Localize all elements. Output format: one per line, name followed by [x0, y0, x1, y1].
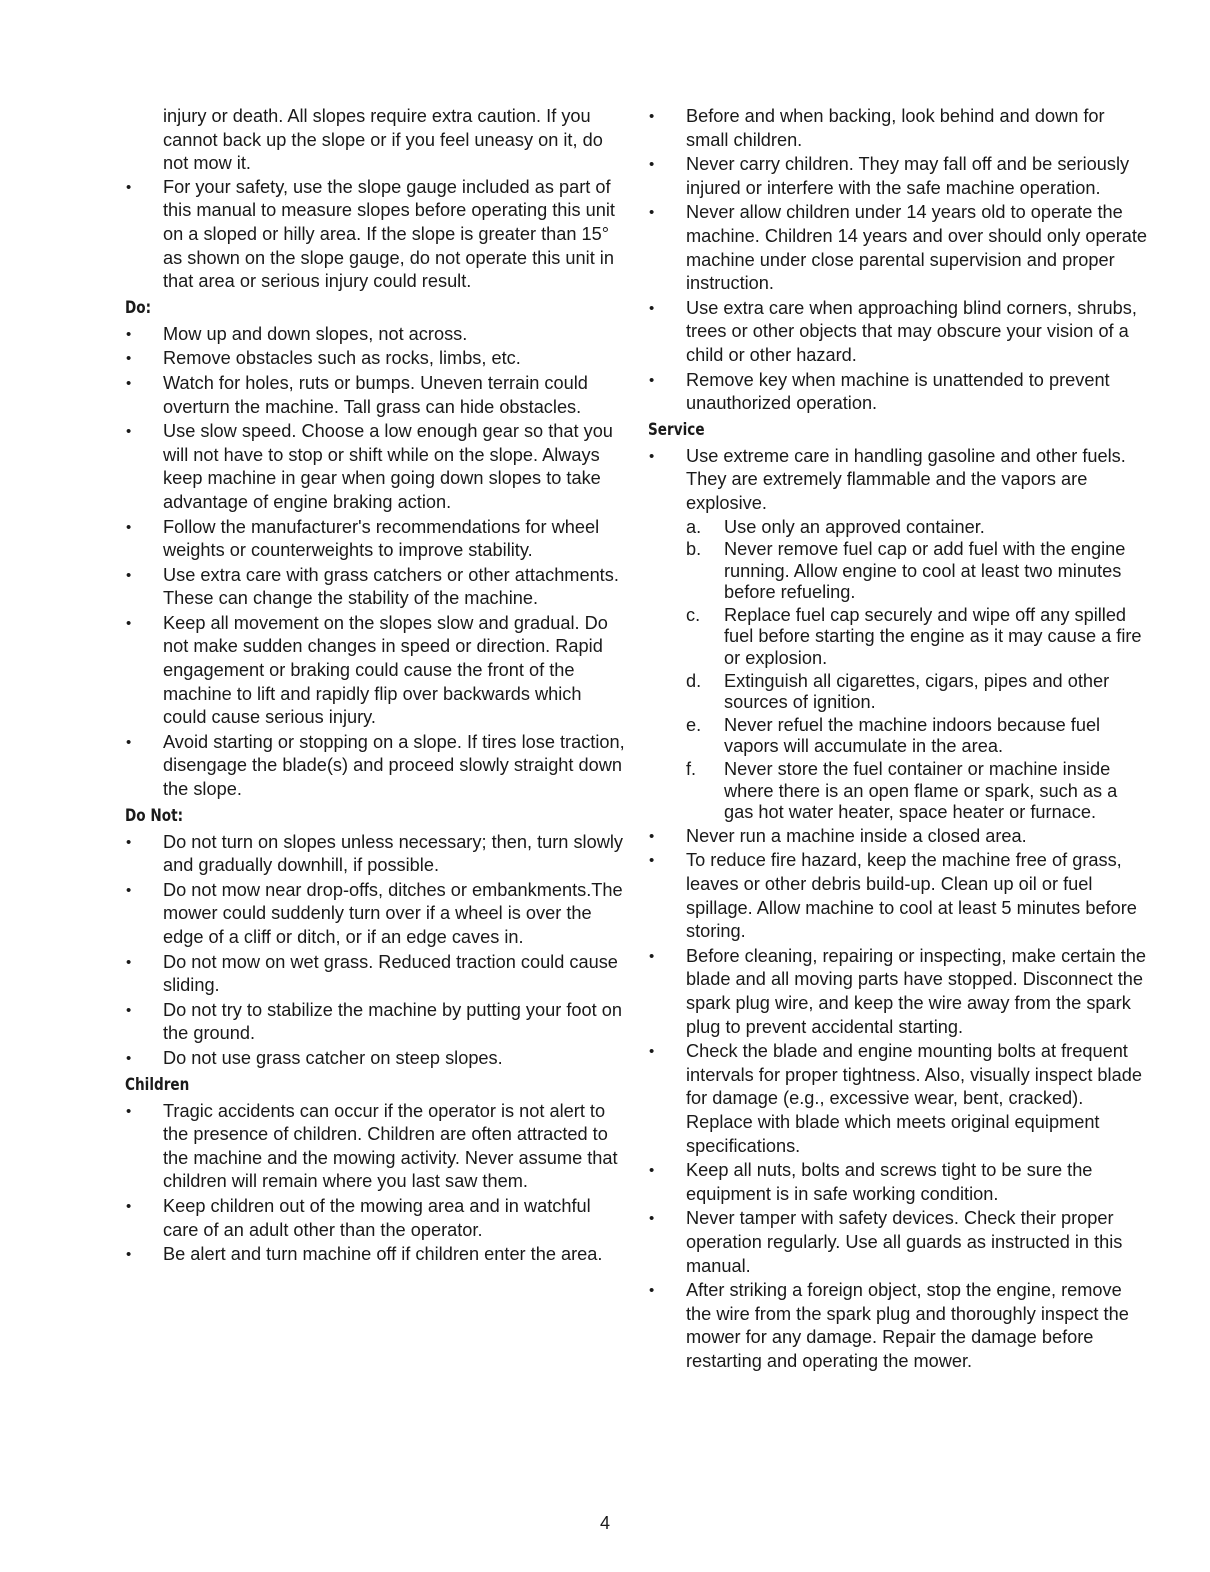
bullet-icon: • — [126, 423, 132, 441]
list-item — [648, 445, 1148, 824]
bullet-icon: • — [126, 881, 132, 899]
list-item — [648, 1159, 1148, 1206]
bullet-icon: • — [649, 156, 655, 174]
bullet-icon: • — [649, 827, 655, 845]
bullet-icon: • — [126, 733, 132, 751]
sub-list-item — [686, 715, 1148, 758]
intro-bullet-list — [125, 176, 625, 294]
bullet-icon: • — [649, 108, 655, 125]
bullet-icon: • — [649, 299, 655, 317]
list-item — [648, 945, 1148, 1039]
children-list — [125, 1100, 625, 1267]
intro-text: injury or death. All slopes require extra caution. If you cannot back up the slope or if you feel uneasy on it, do not mow it. — [163, 106, 603, 174]
list-item-text: Check the blade and engine mounting bolts at frequent intervals for proper tightness. Also, visually inspect blade for damage (e.g., excessive wear, bent, cracked). Replace with blade which meets original equipment specifications. — [686, 1041, 1142, 1156]
sub-list-item — [686, 517, 1148, 539]
list-item-text: After striking a foreign object, stop the engine, remove the wire from the spark plug and thoroughly inspect the mower for any damage. Repair the damage before restarting and operating the mower. — [686, 1280, 1129, 1371]
bullet-icon: • — [649, 852, 655, 870]
list-item — [125, 999, 625, 1046]
list-item — [648, 1040, 1148, 1158]
list-item-text: Be alert and turn machine off if children enter the area. — [163, 1244, 603, 1265]
do-not-list — [125, 831, 625, 1071]
fuel-sub-list — [686, 517, 1148, 824]
sub-item-text: Never store the fuel container or machine inside where there is an open flame or spark, such as a gas hot water heater, space heater or furnace. — [724, 759, 1118, 823]
service-list — [648, 445, 1148, 1374]
right-column — [648, 105, 1148, 1374]
bullet-icon: • — [649, 1282, 655, 1300]
list-item — [648, 1279, 1148, 1373]
list-item — [648, 297, 1148, 368]
list-item-text: Tragic accidents can occur if the operator is not alert to the presence of children. Children are often attracted to the machine and the mowing activity. Never assume that children will remain where you last saw them. — [163, 1100, 618, 1192]
list-item-text: Use extra care when approaching blind corners, shrubs, trees or other objects that may obscure your vision of a child or other hazard. — [686, 297, 1137, 365]
service-heading: Service — [648, 419, 705, 440]
list-item-text: Watch for holes, ruts or bumps. Uneven terrain could overturn the machine. Tall grass can hide obstacles. — [163, 372, 588, 417]
sub-list-item — [686, 605, 1148, 670]
list-item-text: Use extra care with grass catchers or other attachments. These can change the stability of the machine. — [163, 564, 619, 609]
list-item-text: Keep children out of the mowing area and in watchful care of an adult other than the operator. — [163, 1195, 591, 1240]
sub-item-letter: c. — [686, 604, 701, 625]
list-item-text: Do not mow near drop-offs, ditches or embankments.The mower could suddenly turn over if a wheel is over the edge of a cliff or ditch, or if an edge caves in. — [163, 879, 623, 947]
bullet-icon: • — [649, 1043, 655, 1061]
list-item — [125, 1047, 625, 1071]
list-item — [648, 369, 1148, 416]
list-item — [648, 153, 1148, 200]
list-item-text: Never carry children. They may fall off and be seriously injured or interfere with the safe machine operation. — [686, 154, 1130, 198]
sub-item-letter: f. — [686, 759, 697, 780]
sub-item-letter: e. — [686, 714, 702, 735]
do-heading: Do: — [125, 297, 152, 318]
bullet-icon: • — [649, 1162, 655, 1180]
do-list — [125, 323, 625, 802]
list-item — [125, 1243, 625, 1267]
sub-list-item — [686, 539, 1148, 604]
sub-item-text: Replace fuel cap securely and wipe off any spilled fuel before starting the engine as it may cause a fire or explosion. — [724, 604, 1142, 669]
list-item — [125, 731, 625, 802]
list-item — [648, 825, 1148, 849]
left-column — [125, 105, 625, 1268]
sub-item-text: Never remove fuel cap or add fuel with the engine running. Allow engine to cool at least two minutes before refueling. — [724, 539, 1126, 603]
list-item-text: Follow the manufacturer's recommendations for wheel weights or counterweights to improve stability. — [163, 516, 600, 561]
list-item — [125, 176, 625, 294]
sub-item-text: Never refuel the machine indoors because fuel vapors will accumulate in the area. — [724, 714, 1101, 757]
list-item — [125, 420, 625, 514]
list-item-text: Keep all nuts, bolts and screws tight to be sure the equipment is in safe working condition. — [686, 1160, 1093, 1204]
list-item-text: To reduce fire hazard, keep the machine free of grass, leaves or other debris build-up. Clean up oil or fuel spillage. Allow machine to cool at least 5 minutes before storing. — [686, 850, 1137, 942]
list-item — [125, 372, 625, 419]
bullet-icon: • — [649, 447, 655, 465]
children-continued-list — [648, 105, 1148, 416]
list-item-text: Do not try to stabilize the machine by putting your foot on the ground. — [163, 999, 622, 1044]
bullet-icon: • — [126, 350, 132, 368]
bullet-icon: • — [649, 371, 655, 389]
list-item-text: Never tamper with safety devices. Check their proper operation regularly. Use all guards as instructed in this manual. — [686, 1208, 1123, 1276]
do-not-heading: Do Not: — [125, 805, 184, 826]
page-number: 4 — [599, 1513, 610, 1533]
list-item-text: Keep all movement on the slopes slow and gradual. Do not make sudden changes in speed or direction. Rapid engagement or braking could cause the front of the machine to lift and rapidly flip over backwards which could cause serious injury. — [163, 612, 608, 728]
list-item — [125, 831, 625, 878]
bullet-icon: • — [126, 518, 132, 536]
list-item-text: Before and when backing, look behind and down for small children. — [686, 106, 1105, 150]
bullet-icon: • — [126, 566, 132, 584]
bullet-icon: • — [126, 614, 132, 632]
list-item — [125, 612, 625, 730]
list-item-text: Use extreme care in handling gasoline and other fuels. They are extremely flammable and the vapors are explosive. — [686, 445, 1126, 513]
sub-list-item — [686, 759, 1148, 824]
list-item-text: Use slow speed. Choose a low enough gear so that you will not have to stop or shift while on the slope. Always keep machine in gear when going down slopes to take advantage of engine braking action. — [163, 421, 613, 512]
sub-item-letter: a. — [686, 516, 702, 537]
bullet-icon: • — [126, 325, 132, 343]
list-item — [648, 1207, 1148, 1278]
list-item — [125, 879, 625, 950]
sub-item-letter: b. — [686, 539, 702, 560]
bullet-icon: • — [126, 178, 132, 196]
bullet-icon: • — [126, 1102, 132, 1120]
bullet-icon: • — [649, 947, 655, 965]
sub-list-item — [686, 671, 1148, 714]
list-item-text: Remove obstacles such as rocks, limbs, etc. — [163, 348, 521, 369]
children-heading: Children — [125, 1074, 190, 1095]
list-item — [125, 347, 625, 371]
bullet-icon: • — [126, 1049, 132, 1067]
list-item — [125, 564, 625, 611]
bullet-icon: • — [126, 953, 132, 971]
list-item — [125, 1195, 625, 1242]
sub-item-text: Extinguish all cigarettes, cigars, pipes and other sources of ignition. — [724, 670, 1110, 713]
list-item-text: Never allow children under 14 years old to operate the machine. Children 14 years and over should only operate machine under close parental supervision and proper instruction. — [686, 202, 1148, 294]
list-item — [648, 201, 1148, 295]
list-item-text: Do not turn on slopes unless necessary; then, turn slowly and gradually downhill, if possible. — [163, 831, 623, 876]
list-item-text: Avoid starting or stopping on a slope. If tires lose traction, disengage the blade(s) and proceed slowly straight down the slope. — [163, 731, 625, 800]
list-item-text: Remove key when machine is unattended to prevent unauthorized operation. — [686, 369, 1110, 414]
sub-item-letter: d. — [686, 670, 702, 691]
list-item-text: Never run a machine inside a closed area. — [686, 825, 1027, 846]
list-item — [648, 105, 1148, 152]
list-item — [125, 1100, 625, 1194]
bullet-icon: • — [126, 1197, 132, 1215]
sub-item-text: Use only an approved container. — [724, 516, 985, 537]
bullet-icon: • — [126, 1246, 132, 1264]
list-item — [125, 516, 625, 563]
list-item-text: For your safety, use the slope gauge included as part of this manual to measure slopes before operating this unit on a sloped or hilly area. If the slope is greater than 15° as shown on the slope gauge, do not operate this unit in that area or serious injury could result. — [163, 176, 615, 292]
list-item — [125, 951, 625, 998]
list-item-text: Do not use grass catcher on steep slopes. — [163, 1047, 503, 1068]
list-item — [125, 323, 625, 347]
bullet-icon: • — [126, 833, 132, 851]
bullet-icon: • — [649, 204, 655, 222]
list-item-text: Mow up and down slopes, not across. — [163, 323, 468, 344]
list-item-text: Before cleaning, repairing or inspecting, make certain the blade and all moving parts have stopped. Disconnect the spark plug wire, and keep the wire away from the spark plug to prevent accidental starting. — [686, 945, 1146, 1037]
bullet-icon: • — [126, 374, 132, 392]
list-item — [648, 849, 1148, 943]
bullet-icon: • — [649, 1210, 655, 1228]
list-item-text: Do not mow on wet grass. Reduced traction could cause sliding. — [163, 951, 618, 996]
bullet-icon: • — [126, 1001, 132, 1019]
